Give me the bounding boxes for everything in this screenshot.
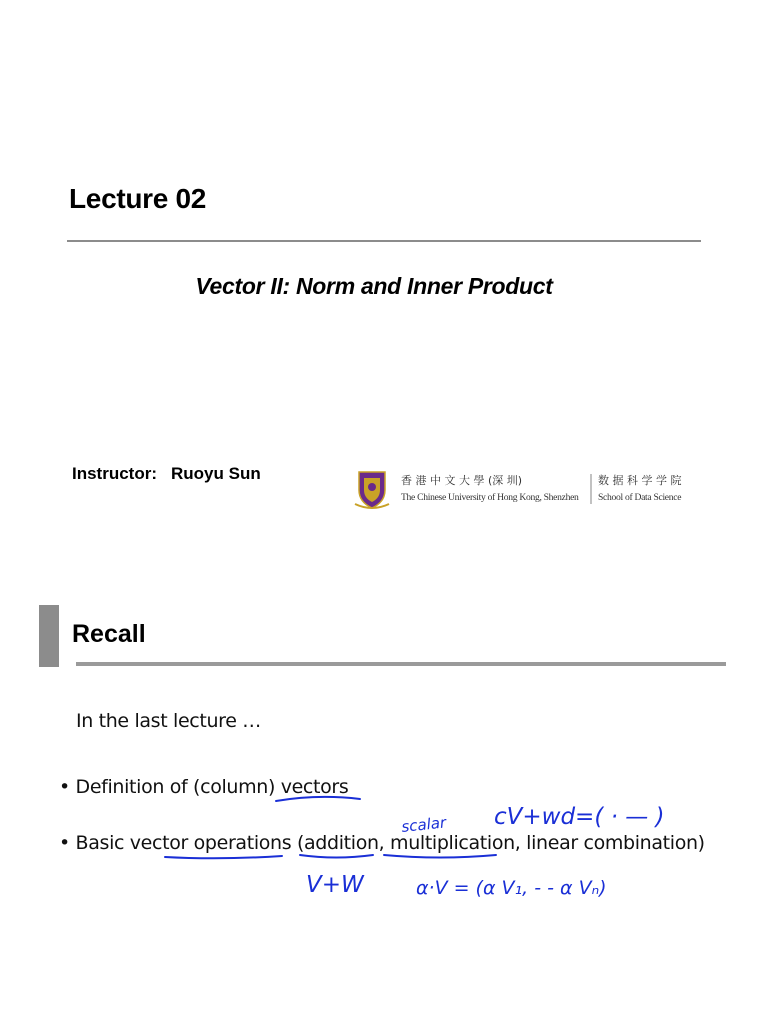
- title-divider: [67, 240, 701, 242]
- intro-text: In the last lecture …: [76, 710, 261, 732]
- university-logo: [353, 468, 693, 510]
- section-accent-bar: [39, 605, 59, 667]
- logo-school-chinese: 数 据 科 学 学 院: [598, 474, 682, 487]
- logo-chinese-name: 香 港 中 文 大 學 (深 圳): [401, 474, 523, 487]
- instructor-name: Ruoyu Sun: [171, 464, 261, 483]
- section-title: Recall: [72, 620, 146, 648]
- addition-note: V+W: [306, 872, 364, 898]
- bullet-item: • Definition of (column) vectors: [59, 776, 349, 798]
- combination-note: cV+wd=( · — ): [494, 804, 665, 830]
- lecture-subtitle: Vector II: Norm and Inner Product: [195, 273, 553, 299]
- underline-addition: [300, 855, 373, 858]
- logo-english-name: The Chinese University of Hong Kong, Shenzhen: [401, 492, 579, 503]
- lecture-title: Lecture 02: [69, 183, 207, 214]
- scalar-note: scalar: [400, 813, 447, 836]
- instructor-line: [72, 464, 261, 484]
- scaling-note: α·V = (α V₁, - - α Vₙ): [416, 877, 607, 899]
- underline-vector-operations: [165, 856, 282, 858]
- crest-icon: [355, 472, 389, 508]
- section-divider: [76, 662, 726, 666]
- logo-school-english: School of Data Science: [598, 492, 682, 503]
- instructor-label: Instructor:: [72, 464, 157, 483]
- bullet-item: • Basic vector operations (addition, multiplication, linear combination): [59, 832, 705, 854]
- underline-multiplication: [384, 855, 496, 858]
